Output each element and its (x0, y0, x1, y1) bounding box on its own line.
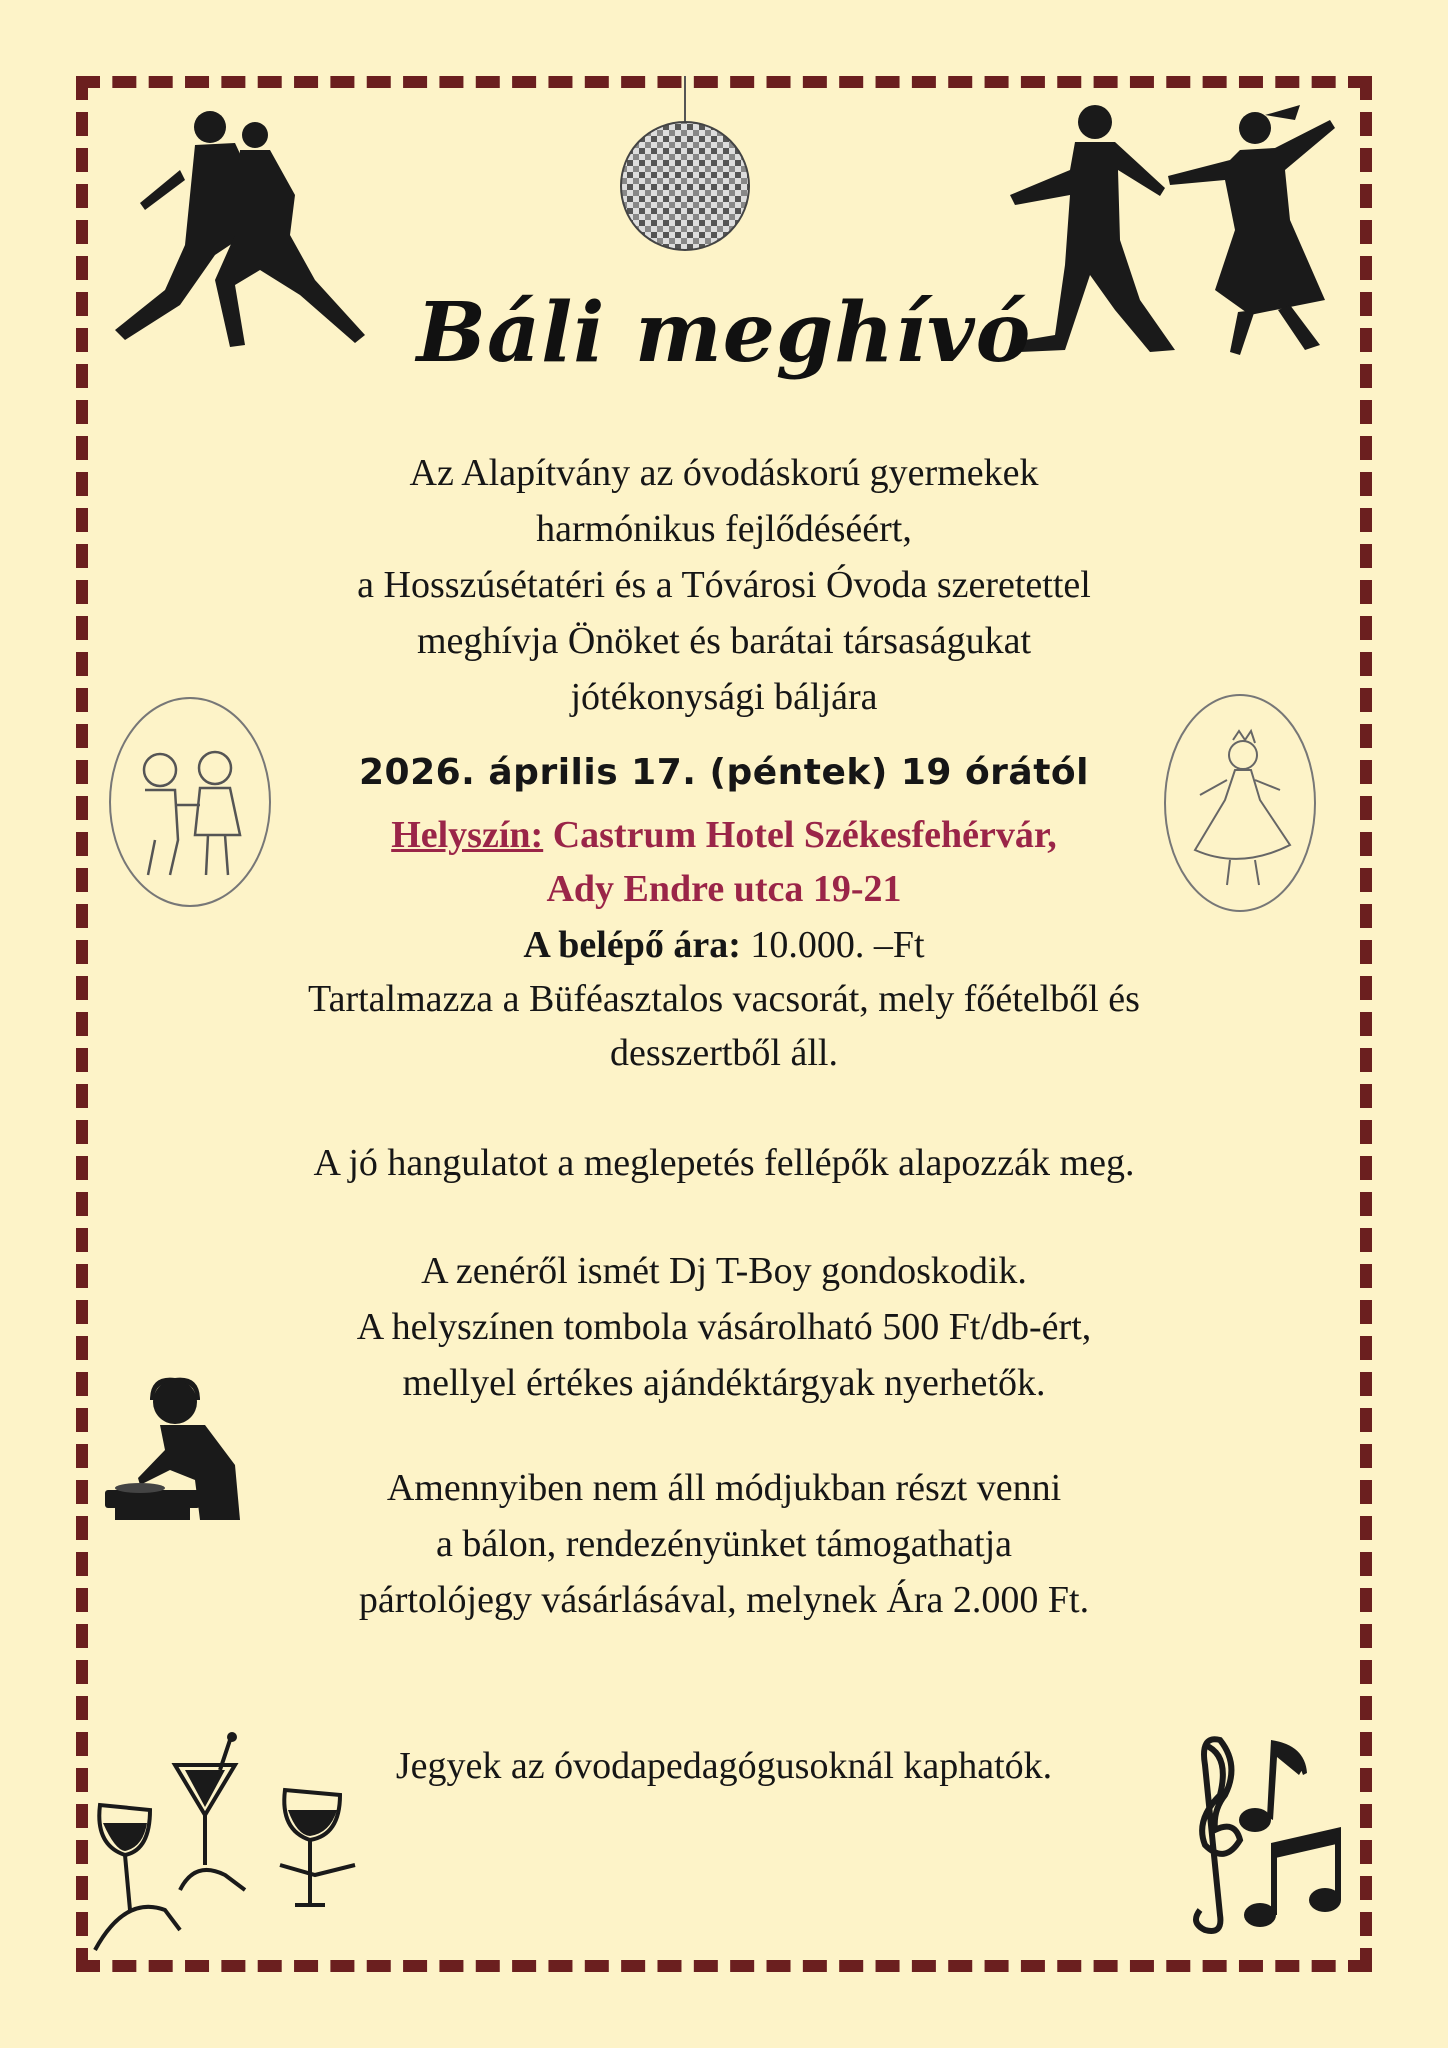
music-line-1: A zenéről ismét Dj T-Boy gondoskodik. (421, 1250, 1027, 1292)
price-value: 10.000. –Ft (740, 924, 925, 966)
disco-ball-icon (615, 76, 755, 256)
music-line-3: mellyel értékes ajándéktárgyak nyerhetők. (402, 1362, 1046, 1404)
event-date: 2026. április 17. (péntek) 19 órától (358, 752, 1090, 793)
support-line-2: a bálon, rendezényünket támogathatja (435, 1523, 1013, 1565)
tickets-text: Jegyek az óvodapedagógusoknál kaphatók. (395, 1745, 1053, 1787)
support-line-1: Amennyiben nem áll módjukban részt venni (386, 1467, 1062, 1509)
page-title: Báli meghívó (416, 285, 1032, 381)
price-desc-1: Tartalmazza a Büféasztalos vacsorát, mely főételből és (308, 978, 1140, 1020)
mood-text: A jó hangulatot a meglepetés fellépők alapozzák meg. (313, 1142, 1135, 1184)
venue-address: Ady Endre utca 19-21 (546, 868, 902, 910)
music-notes-icon (1165, 1725, 1355, 1945)
toast-glasses-icon (85, 1715, 375, 1955)
price-label: A belépő ára: (523, 924, 741, 966)
price-block (150, 918, 1298, 1080)
intro-line-4: meghívja Önöket és barátai társaságukat (416, 620, 1032, 662)
support-line-3: pártolójegy vásárlásával, melynek Ára 2.000 Ft. (358, 1579, 1090, 1621)
intro-line-1: Az Alapítvány az óvodáskorú gyermekek (409, 452, 1039, 494)
intro-line-5: jótékonysági báljára (570, 676, 878, 718)
venue-label: Helyszín: (391, 814, 544, 856)
price-line (150, 918, 1298, 972)
venue-block (150, 808, 1298, 916)
support-text (150, 1460, 1298, 1628)
music-line-2: A helyszínen tombola vásárolható 500 Ft/db-ért, (356, 1306, 1092, 1348)
venue-line (150, 808, 1298, 862)
venue-name: Castrum Hotel Székesfehérvár, (543, 814, 1057, 856)
intro-line-3: a Hosszúsétatéri és a Tóvárosi Óvoda szeretettel (357, 564, 1091, 606)
price-desc-2: desszertből áll. (610, 1032, 838, 1074)
intro-line-2: harmónikus fejlődéséért, (536, 508, 912, 550)
music-text (150, 1243, 1298, 1411)
intro-text (150, 445, 1298, 725)
